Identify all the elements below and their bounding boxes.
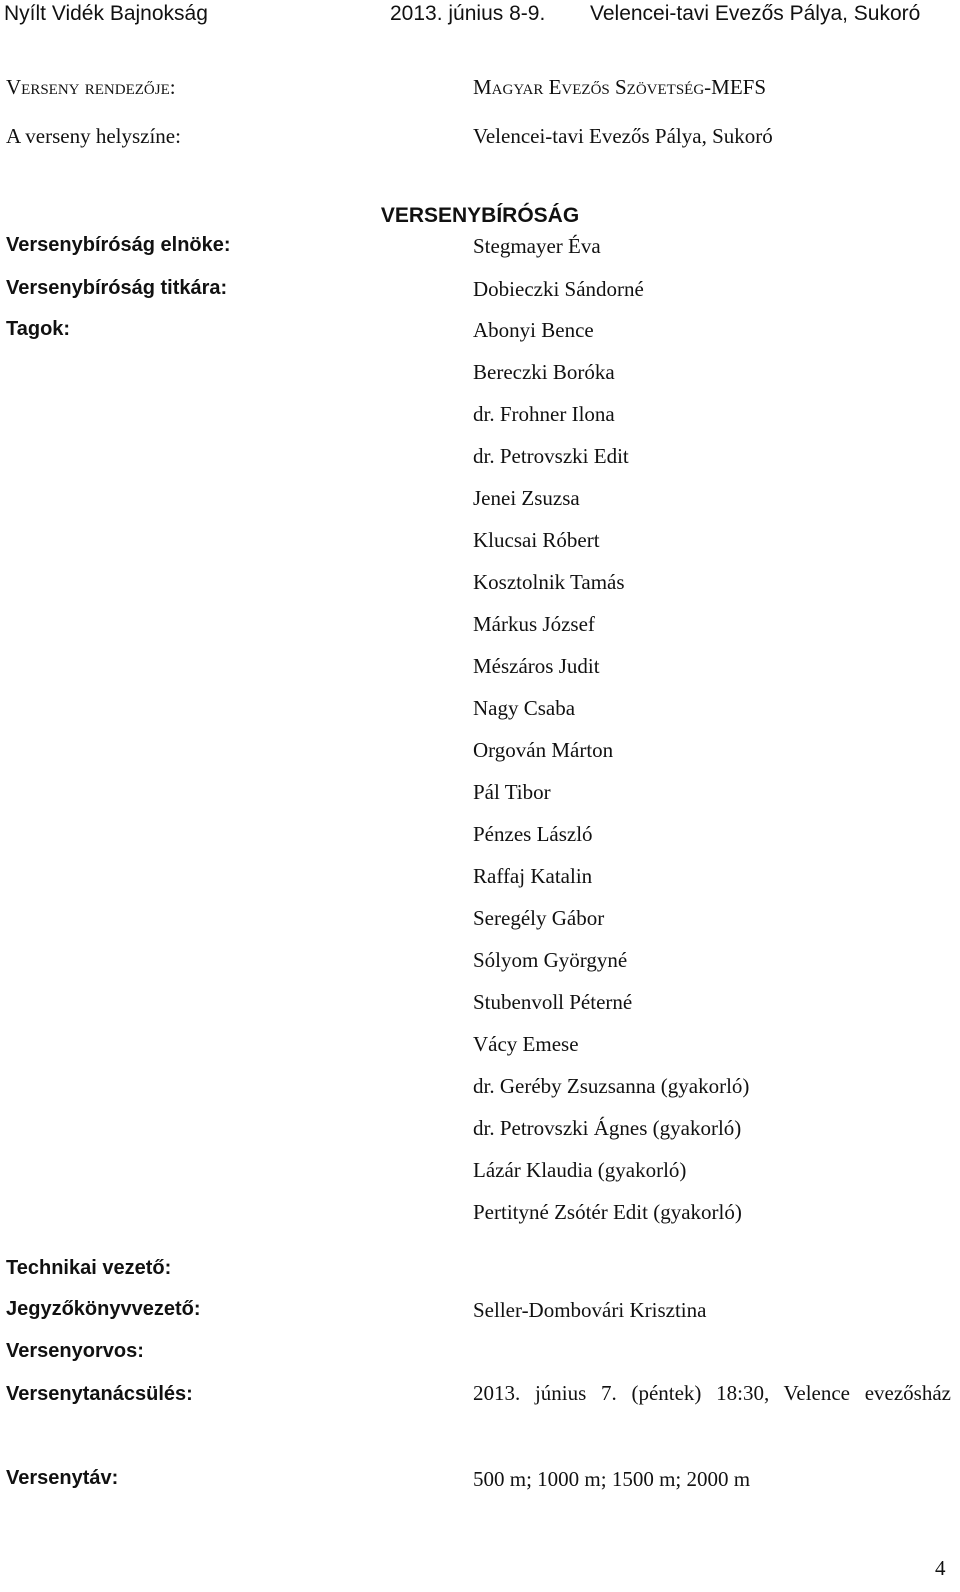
list-item: dr. Frohner Ilona: [473, 402, 615, 426]
location-label: A verseny helyszíne:: [6, 124, 181, 148]
jury-title: VERSENYBÍRÓSÁG: [380, 204, 580, 227]
list-item: Lázár Klaudia (gyakorló): [473, 1158, 687, 1182]
list-item: Márkus József: [473, 612, 595, 636]
meeting-value: 2013. június 7. (péntek) 18:30, Velence evezősház: [473, 1381, 951, 1405]
jury-chair-label: Versenybíróság elnöke:: [6, 234, 231, 256]
distance-label: Versenytáv:: [6, 1467, 119, 1489]
header-event: Nyílt Vidék Bajnokság: [4, 2, 208, 25]
page-number: 4: [935, 1556, 946, 1580]
list-item: Kosztolnik Tamás: [473, 570, 625, 594]
jury-members-label: Tagok:: [6, 318, 71, 340]
organizer-label: Verseny rendezője:: [6, 75, 176, 99]
meeting-label: Versenytanácsülés:: [6, 1383, 193, 1405]
recorder-value: Seller-Dombovári Krisztina: [473, 1298, 707, 1322]
doctor-label: Versenyorvos:: [6, 1340, 144, 1362]
list-item: Pénzes László: [473, 822, 593, 846]
list-item: Mészáros Judit: [473, 654, 600, 678]
list-item: dr. Geréby Zsuzsanna (gyakorló): [473, 1074, 750, 1098]
list-item: Sólyom Györgyné: [473, 948, 628, 972]
list-item: dr. Petrovszki Edit: [473, 444, 629, 468]
list-item: Seregély Gábor: [473, 906, 605, 930]
distance-value: 500 m; 1000 m; 1500 m; 2000 m: [473, 1467, 751, 1491]
list-item: Abonyi Bence: [473, 318, 594, 342]
list-item: Jenei Zsuzsa: [473, 486, 580, 510]
jury-chair: Stegmayer Éva: [473, 234, 601, 258]
location-value: Velencei-tavi Evezős Pálya, Sukoró: [473, 124, 773, 148]
list-item: Stubenvoll Péterné: [473, 990, 633, 1014]
list-item: Bereczki Boróka: [473, 360, 615, 384]
page-header: [0, 0, 960, 30]
list-item: Pertityné Zsótér Edit (gyakorló): [473, 1200, 742, 1224]
jury-secretary: Dobieczki Sándorné: [473, 277, 644, 301]
list-item: Klucsai Róbert: [473, 528, 600, 552]
list-item: dr. Petrovszki Ágnes (gyakorló): [473, 1116, 742, 1140]
organizer-value: Magyar Evezős Szövetség-MEFS: [473, 75, 767, 99]
list-item: Nagy Csaba: [473, 696, 576, 720]
recorder-label: Jegyzőkönyvvezető:: [6, 1298, 201, 1320]
header-venue: Velencei-tavi Evezős Pálya, Sukoró: [590, 2, 921, 25]
list-item: Vácy Emese: [473, 1032, 579, 1056]
header-date: 2013. június 8-9.: [390, 2, 546, 25]
list-item: Pál Tibor: [473, 780, 551, 804]
technical-label: Technikai vezető:: [6, 1257, 172, 1279]
jury-secretary-label: Versenybíróság titkára:: [6, 277, 228, 299]
list-item: Orgován Márton: [473, 738, 614, 762]
list-item: Raffaj Katalin: [473, 864, 593, 888]
